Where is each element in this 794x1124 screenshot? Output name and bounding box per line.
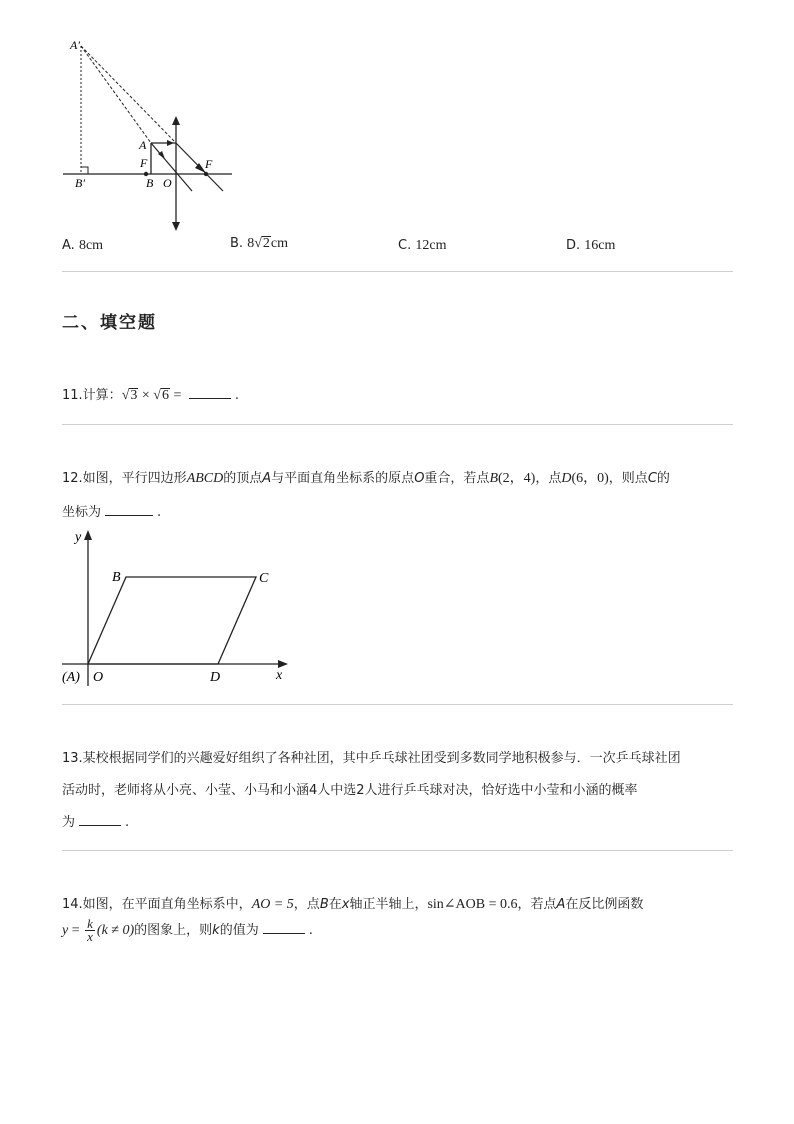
question-13-line-2: 活动时，老师将从小亮、小莹、小马和小涵4人中选2人进行乒乓球对决，恰好选中小莹和小涵的概率 bbox=[62, 783, 638, 798]
q14-text: 的值为 bbox=[219, 923, 259, 938]
option-text: 16cm bbox=[584, 238, 616, 253]
label-o: O bbox=[163, 176, 172, 190]
q12-text: 12.如图，平行四边形 bbox=[62, 471, 187, 486]
option-letter: D. bbox=[566, 238, 581, 253]
label-d: D bbox=[210, 670, 221, 685]
parallelogram bbox=[88, 577, 256, 664]
q12-text: 重合，若点 bbox=[424, 471, 490, 486]
equals-sign: = bbox=[169, 388, 185, 403]
option-pre: 8 bbox=[247, 236, 255, 251]
dashed-ray-2 bbox=[81, 46, 176, 143]
q12-text: ，则点 bbox=[608, 471, 648, 486]
q12-text: ，点 bbox=[535, 471, 562, 486]
q12-abcd: ABCD bbox=[186, 471, 224, 486]
question-13-line-3 bbox=[62, 811, 129, 830]
x-axis-arrow bbox=[278, 660, 288, 668]
label-b: B bbox=[146, 176, 154, 190]
label-a: A bbox=[139, 138, 147, 152]
divider bbox=[62, 271, 733, 272]
sqrt-two: √2 bbox=[254, 236, 270, 251]
option-letter: A. bbox=[62, 238, 75, 253]
answer-blank[interactable] bbox=[189, 386, 231, 399]
q14-text: 在反比例函数 bbox=[565, 897, 644, 912]
q12-d-coord: (6，0) bbox=[571, 471, 609, 486]
q14-x: x bbox=[341, 897, 350, 912]
question-14-line-2 bbox=[62, 918, 313, 943]
option-letter: B. bbox=[230, 236, 244, 251]
label-c: C bbox=[259, 571, 269, 586]
option-letter: C. bbox=[398, 238, 412, 253]
q12-text: 与平面直角坐标系的原点 bbox=[271, 471, 415, 486]
q14-cond: (k ≠ 0) bbox=[96, 923, 135, 938]
q14-ao: AO = 5 bbox=[251, 897, 294, 912]
label-a: (A) bbox=[62, 670, 80, 685]
answer-blank[interactable] bbox=[105, 503, 153, 516]
q14-text: ，点 bbox=[293, 897, 320, 912]
ray-arrow-1 bbox=[167, 140, 174, 146]
divider bbox=[62, 850, 733, 851]
q14-a: A bbox=[556, 897, 566, 912]
divider bbox=[62, 704, 733, 705]
period: . bbox=[308, 923, 313, 938]
period: . bbox=[125, 815, 130, 830]
fraction-k-over-x: $\frac{k}{x}$ bbox=[87, 916, 93, 944]
parallelogram-diagram bbox=[58, 526, 294, 690]
q12-d: D bbox=[561, 471, 572, 486]
label-o: O bbox=[93, 670, 104, 685]
q12-c: C bbox=[647, 471, 657, 486]
question-12-line-2 bbox=[62, 501, 161, 520]
q13-text: 为 bbox=[62, 815, 76, 830]
question-14-line-1 bbox=[62, 893, 643, 913]
q11-label: 11.计算： bbox=[62, 388, 122, 403]
sqrt-six: √6 bbox=[153, 388, 169, 403]
answer-blank[interactable] bbox=[79, 813, 121, 826]
q12-a: A bbox=[262, 471, 272, 486]
q12-b: B bbox=[489, 471, 498, 486]
q14-k: k bbox=[212, 923, 220, 938]
right-angle-mark bbox=[81, 167, 88, 174]
times-sign: × bbox=[138, 388, 154, 403]
question-11 bbox=[62, 384, 239, 404]
option-text: 12cm bbox=[415, 238, 447, 253]
section-title: 二、填空题 bbox=[62, 313, 157, 333]
period: . bbox=[234, 388, 240, 403]
q12-text: 坐标为 bbox=[62, 505, 102, 520]
label-x: x bbox=[276, 668, 283, 683]
q12-b-coord: (2，4) bbox=[498, 471, 536, 486]
dashed-ray-1 bbox=[81, 46, 151, 143]
q12-text: 的 bbox=[656, 471, 670, 486]
q14-text: 14.如图，在平面直角坐标系中， bbox=[62, 897, 252, 912]
option-b[interactable] bbox=[230, 236, 288, 252]
label-f-right: F bbox=[205, 157, 213, 171]
option-post: cm bbox=[270, 236, 288, 251]
option-a[interactable] bbox=[62, 238, 103, 254]
label-b-prime: B′ bbox=[75, 176, 85, 190]
option-d[interactable] bbox=[566, 238, 615, 254]
focus-right bbox=[204, 172, 208, 176]
q14-text: 在 bbox=[328, 897, 342, 912]
q14-text: 轴正半轴上， bbox=[349, 897, 428, 912]
lens-arrow-top bbox=[172, 116, 180, 125]
option-text: 8cm bbox=[78, 238, 104, 253]
q14-eq: = bbox=[68, 923, 84, 938]
q14-sin: sin∠AOB = 0.6 bbox=[427, 897, 518, 912]
q14-b: B bbox=[319, 897, 329, 912]
q12-o: O bbox=[414, 471, 425, 486]
label-b: B bbox=[112, 570, 121, 585]
lens-arrow-bottom bbox=[172, 222, 180, 231]
y-axis-arrow bbox=[84, 530, 92, 540]
label-y: y bbox=[75, 530, 82, 545]
option-c[interactable] bbox=[398, 238, 446, 254]
lens-diagram bbox=[58, 36, 243, 236]
label-a-prime: A′ bbox=[70, 38, 80, 52]
period: . bbox=[157, 505, 162, 520]
q14-text: 的图象上，则 bbox=[134, 923, 213, 938]
q12-text: 的顶点 bbox=[223, 471, 263, 486]
label-f-left: F bbox=[140, 156, 148, 170]
q14-text: ，若点 bbox=[517, 897, 557, 912]
question-13-line-1: 13.某校根据同学们的兴趣爱好组织了各种社团，其中乒乓球社团受到多数同学地积极参与．一次乒乓球社团 bbox=[62, 751, 681, 766]
divider bbox=[62, 424, 733, 425]
q14-y: y bbox=[62, 923, 69, 938]
question-12-line-1 bbox=[62, 467, 670, 487]
sqrt-three: √3 bbox=[121, 388, 138, 403]
answer-blank[interactable] bbox=[263, 921, 305, 934]
